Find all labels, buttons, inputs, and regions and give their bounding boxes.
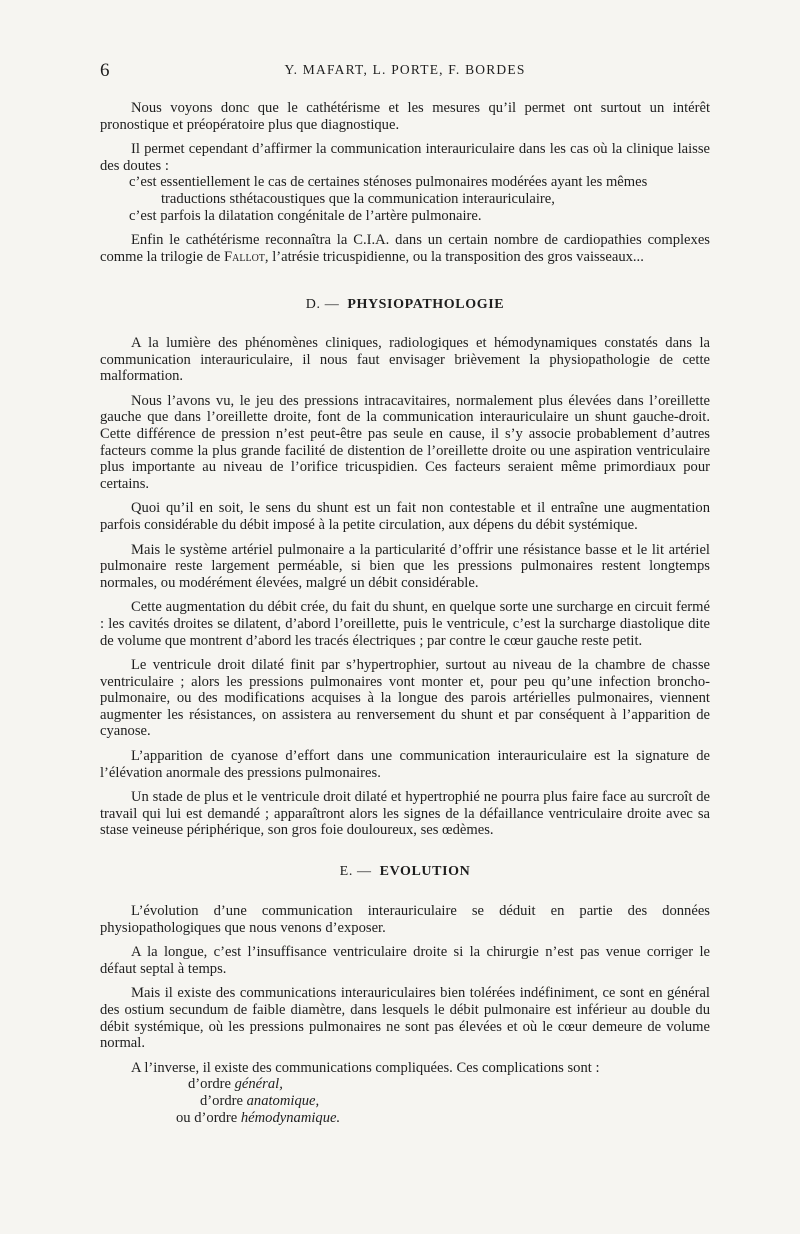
paragraph: Mais il existe des communications interauriculaires bien tolérées indéfiniment, ce sont en général des ostium secundum de faible diamètre, dans lesquels le débit pulmonaire est inférieur au double du débit systémique, où les pressions pulmonaires ne sont pas élevées et où le cœur demeure de volume normal. xyxy=(100,985,710,1052)
running-head: Y. MAFART, L. PORTE, F. BORDES xyxy=(284,62,526,77)
page-number: 6 xyxy=(100,60,110,81)
paragraph: A la lumière des phénomènes cliniques, radiologiques et hémodynamiques constatés dans la communication interauriculaire, il nous faut envisager brièvement la physiopathologie de cette malformation. xyxy=(100,335,710,385)
paragraph: Mais le système artériel pulmonaire a la particularité d’offrir une résistance basse et le lit artériel pulmonaire reste largement perméable, si bien que les pressions pulmonaires restent longtemps normales, ou modérément élevées, malgré un débit considérable. xyxy=(100,541,710,591)
list-item: d’ordre anatomique, xyxy=(200,1092,320,1109)
indented-line: c’est essentiellement le cas de certaines sténoses pulmonaires modérées ayant les mêmes traductions sthétacoustiques que la communication interauriculaire, xyxy=(129,174,648,207)
paragraph: Il permet cependant d’affirmer la communication interauriculaire dans les cas où la clinique laisse des doutes : xyxy=(100,141,710,174)
section-d-body xyxy=(100,335,710,847)
author-name: Fallot xyxy=(224,248,265,265)
list-item: d’ordre général, xyxy=(188,1076,283,1093)
paragraph: Quoi qu’il en soit, le sens du shunt est un fait non contestable et il entraîne une augmentation parfois considérable du débit imposé à la petite circulation, aux dépens du débit systémique. xyxy=(100,500,710,533)
paragraph: L’évolution d’une communication interauriculaire se déduit en partie des données physiopathologiques que nous venons d’exposer. xyxy=(100,903,710,936)
indented-line: c’est parfois la dilatation congénitale de l’artère pulmonaire. xyxy=(129,207,482,224)
paragraph: L’apparition de cyanose d’effort dans une communication interauriculaire est la signature de l’élévation anormale des pressions pulmonaires. xyxy=(100,748,710,781)
section-heading-d: D. — PHYSIOPATHOLOGIE xyxy=(305,297,505,312)
complication-list xyxy=(100,1076,710,1126)
paragraph: Un stade de plus et le ventricule droit dilaté et hypertrophié ne pourra plus faire face au surcroît de travail qui lui est demandé ; apparaîtront alors les signes de la défaillance ventriculaire droite avec sa stase veineuse périphérique, son gros foie douloureux, ses œdèmes. xyxy=(100,789,710,839)
section-heading-e: E. — EVOLUTION xyxy=(339,864,471,879)
paragraph: Nous voyons donc que le cathétérisme et les mesures qu’il permet ont surtout un intérêt pronostique et préopératoire plus que diagnostique. xyxy=(100,100,710,133)
paragraph: Le ventricule droit dilaté finit par s’hypertrophier, surtout au niveau de la chambre de chasse ventriculaire ; alors les pressions pulmonaires vont monter et, pour peu qu’une infection broncho-pulmonaire, ou des modifications acquises à la longue des parois artérielles pulmonaires, viennent augmenter les résistances, on assistera au renversement du shunt et par conséquent à l’apparition de cyanose. xyxy=(100,657,710,740)
page-header xyxy=(100,60,710,84)
paragraph: Cette augmentation du débit crée, du fait du shunt, en quelque sorte une surcharge en circuit fermé : les cavités droites se dilatent, d’abord l’oreillette, puis le ventricule, c’est la surcharge diastolique dite de volume que montrent d’abord les tracés électriques ; par contre le cœur gauche reste petit. xyxy=(100,599,710,649)
list-item: ou d’ordre hémodynamique. xyxy=(176,1109,341,1126)
paragraph: Nous l’avons vu, le jeu des pressions intracavitaires, normalement plus élevées dans l’oreillette gauche que dans l’oreillette droite, font de la communication interauriculaire un shunt gauche-droit. Cette différence de pression n’est peut-être pas seule en cause, il s’y associe probablement d’autres facteurs comme la plus grande facilité de distention de l’oreillette droite ou une aspiration ventriculaire plus importante au niveau de l’orifice tricuspidien. Ces facteurs seraient même primordiaux pour certains. xyxy=(100,392,710,492)
intro-block xyxy=(100,100,710,273)
paragraph: Enfin le cathétérisme reconnaîtra la C.I.A. dans un certain nombre de cardiopathies complexes comme la trilogie de Fallot, l’atrésie tricuspidienne, ou la transposition des gros vaisseaux... xyxy=(100,232,710,265)
paragraph: A la longue, c’est l’insuffisance ventriculaire droite si la chirurgie n’est pas venue corriger le défaut septal à temps. xyxy=(100,944,710,977)
section-e-body xyxy=(100,903,710,1126)
paragraph: A l’inverse, il existe des communications compliquées. Ces complications sont : xyxy=(131,1059,600,1076)
